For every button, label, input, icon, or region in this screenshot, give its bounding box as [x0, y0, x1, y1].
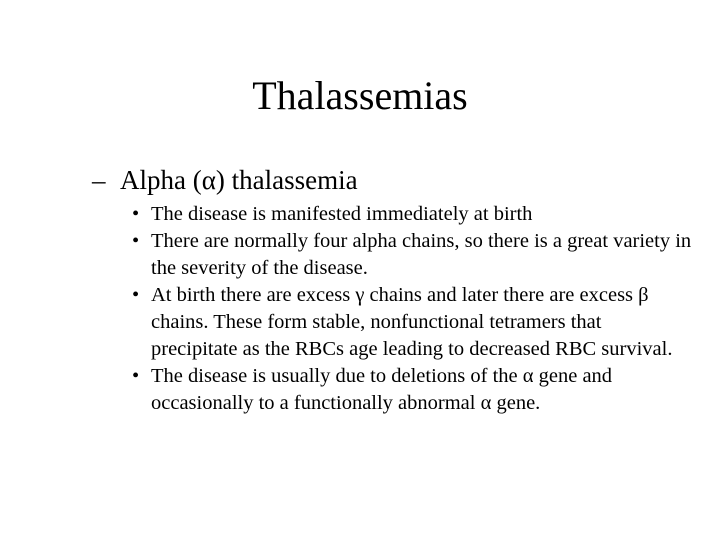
list-item [132, 201, 692, 228]
bullet-text: The disease is manifested immediately at birth [151, 203, 533, 225]
slide-title: Thalassemias [252, 73, 468, 118]
dash-marker: – [92, 165, 106, 195]
subheading-alpha-thalassemia [92, 162, 358, 198]
bullet-marker: • [132, 230, 140, 252]
bullet-marker: • [132, 284, 140, 306]
list-item [132, 282, 692, 363]
bullet-text: The disease is usually due to deletions of the α gene and occasionally to a functionally abnormal α gene. [151, 365, 613, 414]
bullet-marker: • [132, 203, 140, 225]
subheading-text: Alpha (α) thalassemia [120, 165, 358, 195]
list-item [132, 228, 692, 282]
bullet-list [132, 201, 692, 417]
bullet-text: There are normally four alpha chains, so there is a great variety in the severity of the disease. [151, 230, 692, 279]
bullet-text: At birth there are excess γ chains and later there are excess β chains. These form stable, nonfunctional tetramers that precipitate as the RBCs age leading to decreased RBC survival. [151, 284, 673, 360]
list-item [132, 363, 692, 417]
bullet-marker: • [132, 365, 140, 387]
